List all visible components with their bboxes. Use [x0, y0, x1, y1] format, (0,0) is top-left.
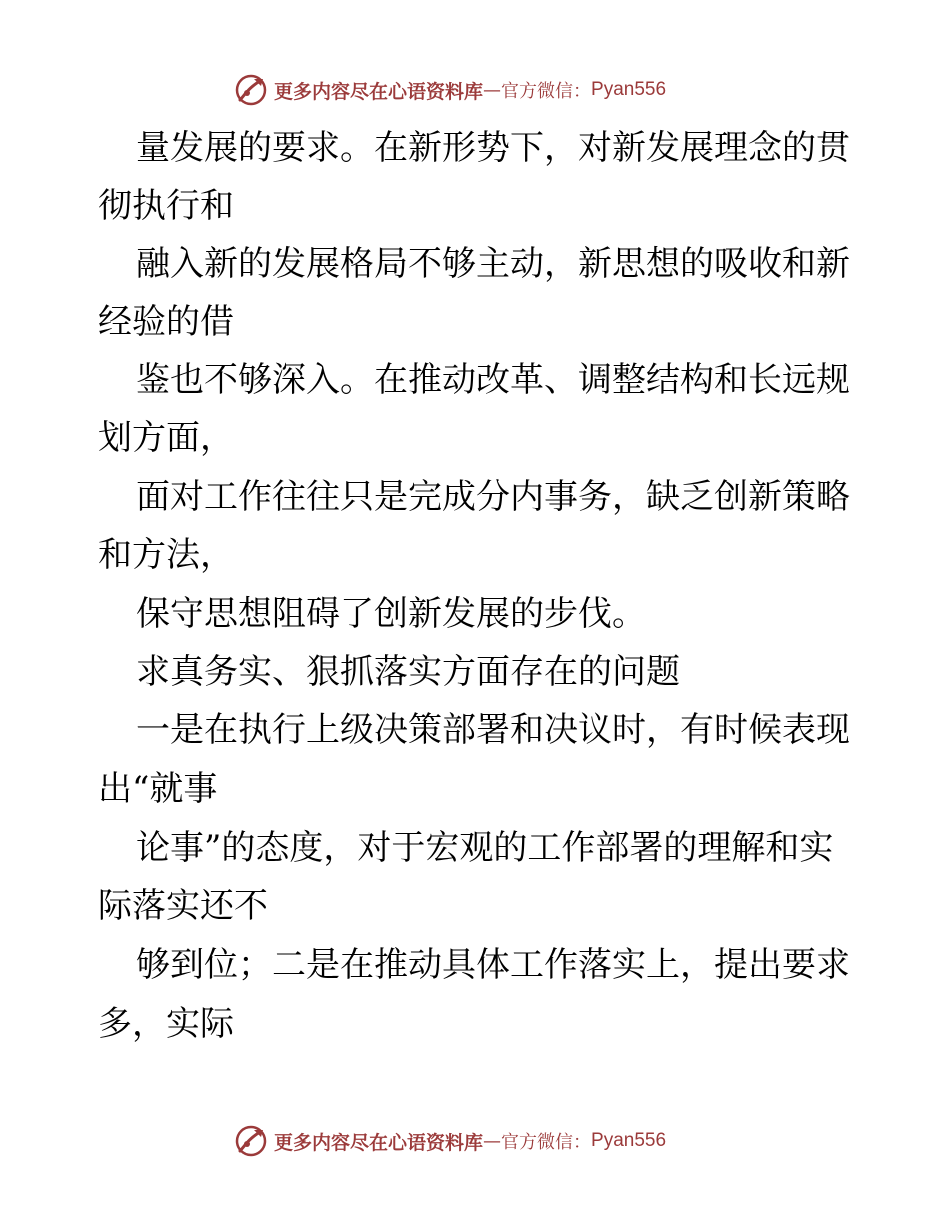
body-line: 保守思想阻碍了创新发展的步伐。	[136, 594, 646, 634]
banner-main-text: 更多内容尽在心语资料库	[274, 1131, 484, 1154]
body-line: 际落实还不	[98, 886, 268, 926]
banner-wechat-label: 官方微信：	[501, 81, 592, 102]
banner-wechat-label: 官方微信：	[501, 1132, 592, 1153]
body-line: 出“就事	[98, 769, 218, 809]
banner-wechat-id: Pyan556	[591, 1130, 667, 1151]
body-line: 划方面，	[98, 418, 234, 458]
body-line: 一是在执行上级决策部署和决议时，有时候表现	[136, 710, 850, 750]
body-line: 够到位；二是在推动具体工作落实上，提出要求	[136, 945, 850, 985]
logo-icon	[234, 73, 268, 107]
body-line: 面对工作往往只是完成分内事务，缺乏创新策略	[136, 477, 850, 517]
footer-banner	[234, 1123, 714, 1159]
banner-wechat-id: Pyan556	[591, 79, 667, 100]
body-line: 彻执行和	[98, 186, 234, 226]
body-line: 融入新的发展格局不够主动，新思想的吸收和新	[136, 244, 850, 284]
body-line: 多，实际	[98, 1004, 234, 1044]
body-line: 和方法，	[98, 535, 234, 575]
body-line: 鉴也不够深入。在推动改革、调整结构和长远规	[136, 360, 850, 400]
body-line: 量发展的要求。在新形势下，对新发展理念的贯	[136, 128, 850, 168]
body-line: 经验的借	[98, 302, 234, 342]
header-banner	[234, 72, 714, 108]
banner-main-text: 更多内容尽在心语资料库	[274, 80, 484, 103]
banner-separator: —	[483, 1130, 502, 1152]
banner-separator: —	[483, 79, 502, 101]
body-line: 求真务实、狠抓落实方面存在的问题	[136, 652, 680, 692]
body-line: 论事”的态度，对于宏观的工作部署的理解和实	[136, 828, 834, 868]
logo-icon	[234, 1124, 268, 1158]
